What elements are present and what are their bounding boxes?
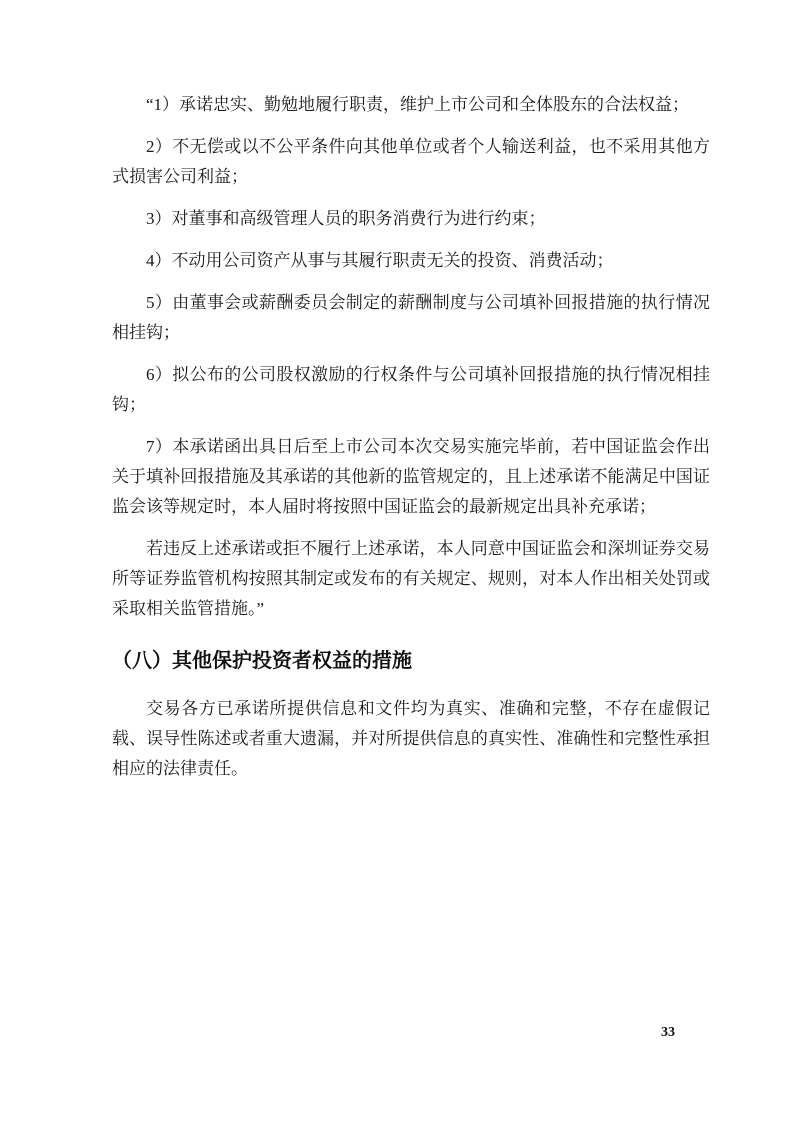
section-heading: （八）其他保护投资者权益的措施 [112,650,412,672]
commitment-closing-paragraph: 若违反上述承诺或拒不履行上述承诺，本人同意中国证监会和深圳证券交易所等证券监管机构按照其制定或发布的有关规定、规则，对本人作出相关处罚或采取相关监管措施。” [112,539,710,618]
text-column [112,90,710,784]
commitment-item-7: 7）本承诺函出具日后至上市公司本次交易实施完毕前，若中国证监会作出关于填补回报措施及其承诺的其他新的监管规定的，且上述承诺不能满足中国证监会该等规定时，本人届时将按照中国证监会的最新规定出具补充承诺； [112,437,710,516]
commitment-item-4: 4）不动用公司资产从事与其履行职责无关的投资、消费活动； [146,251,614,270]
commitment-item-1: “1）承诺忠实、勤勉地履行职责，维护上市公司和全体股东的合法权益； [146,95,690,114]
commitment-item-3: 3）对董事和高级管理人员的职务消费行为进行约束； [146,209,546,228]
section-body-paragraph: 交易各方已承诺所提供信息和文件均为真实、准确和完整，不存在虚假记载、误导性陈述或者重大遗漏，并对所提供信息的真实性、准确性和完整性承担相应的法律责任。 [112,699,710,778]
commitment-item-2: 2）不无偿或以不公平条件向其他单位或者个人输送利益，也不采用其他方式损害公司利益； [112,137,710,186]
commitment-item-6: 6）拟公布的公司股权激励的行权条件与公司填补回报措施的执行情况相挂钩； [112,365,710,414]
page-number: 33 [661,1025,675,1040]
commitment-item-5: 5）由董事会或薪酬委员会制定的薪酬制度与公司填补回报措施的执行情况相挂钩； [112,293,710,342]
